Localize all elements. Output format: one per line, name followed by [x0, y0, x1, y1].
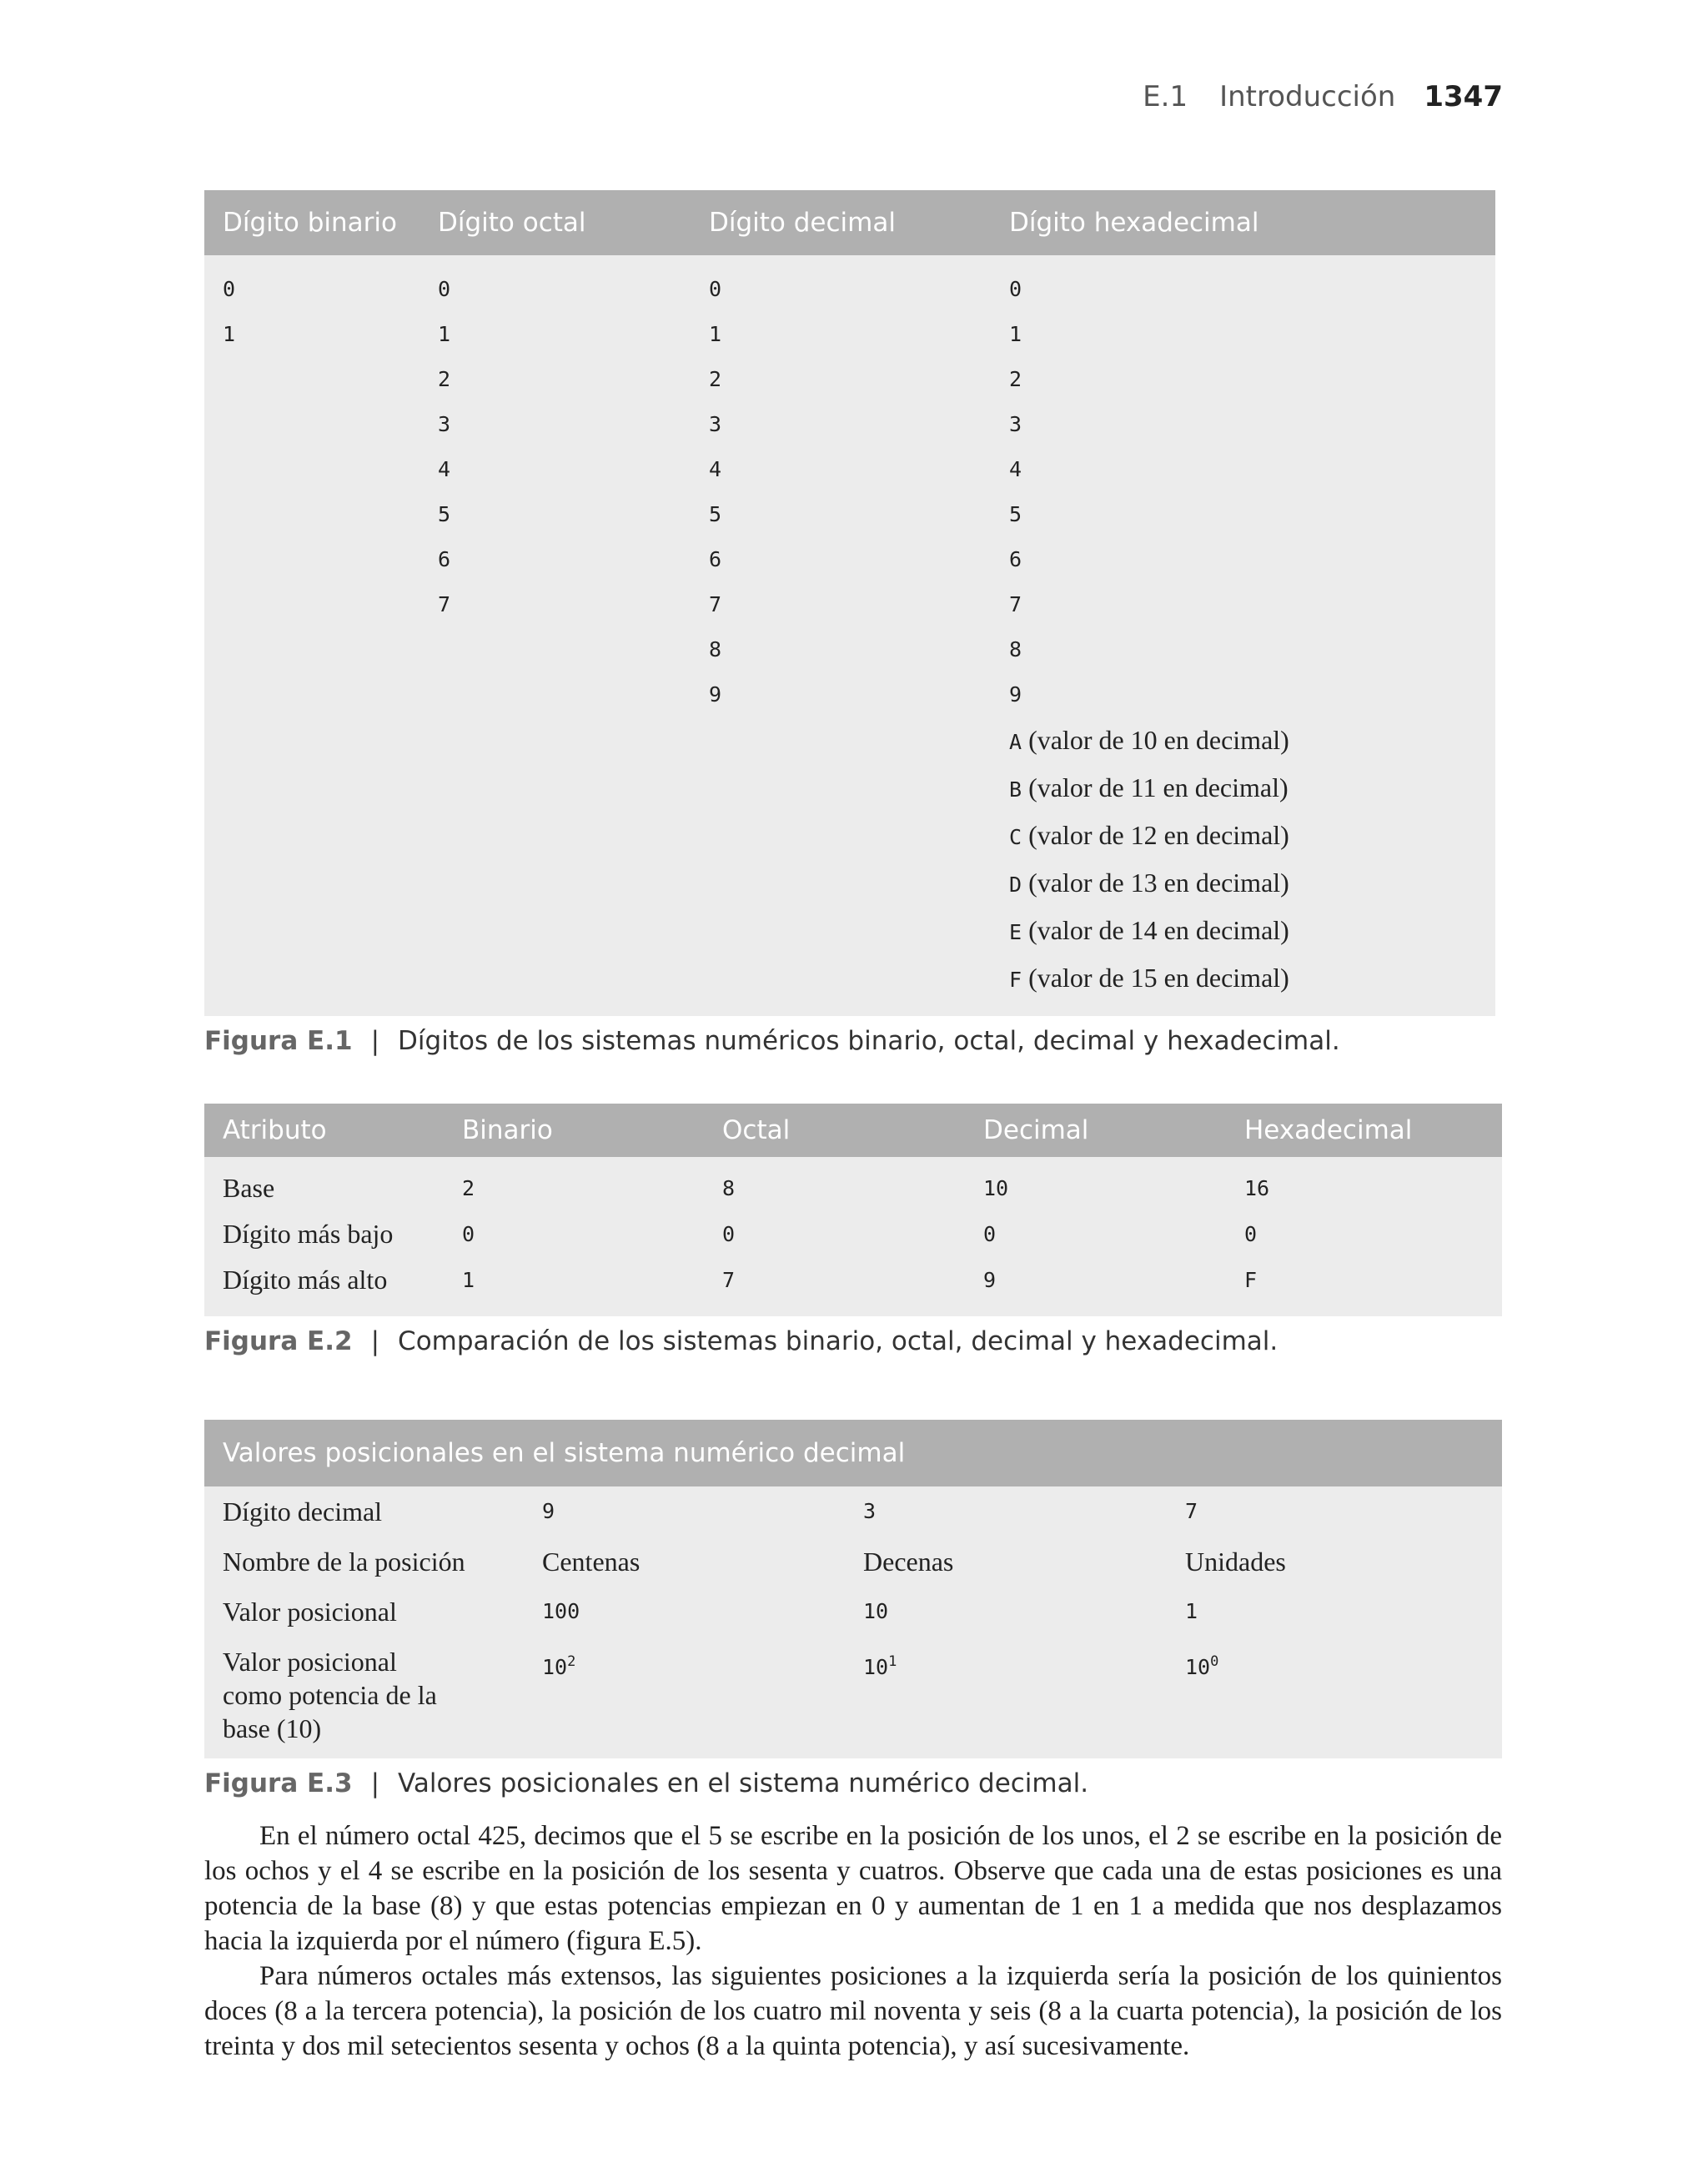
table-row: [204, 860, 1495, 908]
table-row: [204, 357, 1495, 402]
col-decimal-header: Dígito decimal: [691, 190, 991, 255]
table-row: [204, 447, 1495, 492]
row-label: Dígito decimal: [204, 1486, 524, 1537]
hex-decimal-note: (valor de 12 en decimal): [1022, 820, 1289, 850]
decimal-cell: [691, 717, 991, 765]
attribute-label: Base: [204, 1157, 444, 1211]
value-cell: 0: [704, 1211, 965, 1257]
value-cell: 0: [1226, 1211, 1502, 1257]
decimal-cell: 3: [691, 402, 991, 447]
decimal-cell: [691, 765, 991, 812]
figure-caption: [204, 1768, 1502, 1798]
row-label: Valor posicional: [204, 1587, 524, 1637]
row-label: Nombre de la posición: [204, 1537, 524, 1587]
octal-cell: 1: [419, 312, 691, 357]
value-cell: 16: [1226, 1157, 1502, 1211]
hex-cell: 5: [991, 492, 1495, 537]
hex-digit: F: [1009, 968, 1022, 992]
value-cell: 3: [845, 1486, 1167, 1537]
decimal-cell: 8: [691, 627, 991, 672]
table-row: [204, 1587, 1502, 1637]
power-exponent: 0: [1210, 1653, 1219, 1670]
paragraph: En el número octal 425, decimos que el 5 se escribe en la posición de los unos, el 2 se escribe en la posición de los ochos y el 4 se escribe en la posición de los sesenta y cuatros. Observe que cada una de estas posiciones es una potencia de la base (8) y que estas potencias empiezan en 0 y aumentan de 1 en 1 a medida que nos desplazamos hacia la izquierda por el número (figura E.5).: [204, 1821, 1502, 1956]
octal-cell: [419, 860, 691, 908]
hex-cell: [991, 955, 1495, 1016]
decimal-cell: 5: [691, 492, 991, 537]
hex-decimal-note: (valor de 15 en decimal): [1022, 963, 1289, 993]
caption-text: Comparación de los sistemas binario, octal, decimal y hexadecimal.: [398, 1326, 1278, 1356]
table-row: [204, 1637, 1502, 1758]
octal-cell: [419, 908, 691, 955]
value-cell: F: [1226, 1257, 1502, 1316]
binary-cell: [204, 402, 419, 447]
binary-cell: [204, 908, 419, 955]
binary-cell: [204, 955, 419, 1016]
table-header-row: [204, 1420, 1502, 1486]
power-base: 10: [863, 1655, 889, 1679]
octal-cell: [419, 955, 691, 1016]
digits-table: [204, 190, 1495, 1016]
table-row: [204, 1157, 1502, 1211]
figure-caption: [204, 1326, 1502, 1356]
binary-cell: [204, 357, 419, 402]
hex-cell: 8: [991, 627, 1495, 672]
value-cell: 2: [444, 1157, 704, 1211]
col-binary-header: Dígito binario: [204, 190, 419, 255]
hex-cell: 9: [991, 672, 1495, 717]
table-row: [204, 255, 1495, 312]
binary-cell: [204, 812, 419, 860]
decimal-cell: 0: [691, 255, 991, 312]
hex-cell: 2: [991, 357, 1495, 402]
table-header-row: [204, 1104, 1502, 1157]
hex-cell: 1: [991, 312, 1495, 357]
table-header-row: [204, 190, 1495, 255]
table-row: [204, 1211, 1502, 1257]
col-hex-header: Dígito hexadecimal: [991, 190, 1495, 255]
table-row: [204, 908, 1495, 955]
caption-label: Figura E.3: [204, 1768, 353, 1798]
hex-cell: 3: [991, 402, 1495, 447]
running-header: [1143, 80, 1503, 113]
decimal-cell: 9: [691, 672, 991, 717]
value-cell: 9: [524, 1486, 845, 1537]
octal-cell: 3: [419, 402, 691, 447]
value-cell: 7: [1167, 1486, 1502, 1537]
hex-cell: 6: [991, 537, 1495, 582]
table-row: [204, 627, 1495, 672]
table-row: [204, 492, 1495, 537]
binary-cell: [204, 717, 419, 765]
figure-caption: [204, 1026, 1495, 1056]
col-decimal-header: Decimal: [965, 1104, 1226, 1157]
table-row: [204, 765, 1495, 812]
binary-cell: 1: [204, 312, 419, 357]
octal-cell: 0: [419, 255, 691, 312]
decimal-cell: [691, 908, 991, 955]
hex-cell: [991, 860, 1495, 908]
positional-values-table: [204, 1420, 1502, 1758]
hex-digit: A: [1009, 730, 1022, 754]
binary-cell: [204, 765, 419, 812]
col-binary-header: Binario: [444, 1104, 704, 1157]
attribute-label: Dígito más alto: [204, 1257, 444, 1316]
octal-cell: 7: [419, 582, 691, 627]
hex-digit: D: [1009, 873, 1022, 897]
table-row: [204, 537, 1495, 582]
octal-cell: [419, 765, 691, 812]
value-cell: 100: [524, 1587, 845, 1637]
comparison-table: [204, 1104, 1502, 1316]
hex-cell: 4: [991, 447, 1495, 492]
decimal-cell: [691, 860, 991, 908]
caption-text: Valores posicionales en el sistema numérico decimal.: [398, 1768, 1089, 1798]
binary-cell: [204, 447, 419, 492]
caption-divider: |: [370, 1026, 380, 1056]
row-label: Valor posicional como potencia de la base (10): [204, 1637, 524, 1758]
table-row: [204, 955, 1495, 1016]
hex-cell: [991, 812, 1495, 860]
value-cell: 8: [704, 1157, 965, 1211]
hex-decimal-note: (valor de 11 en decimal): [1022, 772, 1289, 802]
hex-cell: [991, 717, 1495, 765]
col-hex-header: Hexadecimal: [1226, 1104, 1502, 1157]
decimal-cell: [691, 812, 991, 860]
table-row: [204, 812, 1495, 860]
hex-decimal-note: (valor de 14 en decimal): [1022, 915, 1289, 945]
power-exponent: 2: [567, 1653, 576, 1670]
caption-divider: |: [370, 1768, 380, 1798]
value-cell: 1: [444, 1257, 704, 1316]
binary-cell: [204, 537, 419, 582]
octal-cell: [419, 627, 691, 672]
decimal-cell: [691, 955, 991, 1016]
figure-e1: [204, 190, 1495, 1056]
hex-cell: 0: [991, 255, 1495, 312]
power-base: 10: [1185, 1655, 1211, 1679]
figure-e2: [204, 1104, 1502, 1356]
value-cell: Unidades: [1167, 1537, 1502, 1587]
caption-divider: |: [370, 1326, 380, 1356]
table-row: [204, 717, 1495, 765]
table-row: [204, 1486, 1502, 1537]
value-cell: 0: [444, 1211, 704, 1257]
decimal-cell: 6: [691, 537, 991, 582]
power-cell: [1167, 1637, 1502, 1758]
power-exponent: 1: [888, 1653, 897, 1670]
value-cell: 10: [845, 1587, 1167, 1637]
binary-cell: [204, 672, 419, 717]
octal-cell: 5: [419, 492, 691, 537]
power-base: 10: [542, 1655, 568, 1679]
hex-cell: 7: [991, 582, 1495, 627]
body-text: [204, 1818, 1502, 2064]
value-cell: Centenas: [524, 1537, 845, 1587]
binary-cell: [204, 627, 419, 672]
table-row: [204, 312, 1495, 357]
power-cell: [845, 1637, 1167, 1758]
value-cell: 0: [965, 1211, 1226, 1257]
hex-decimal-note: (valor de 10 en decimal): [1022, 725, 1289, 755]
table-row: [204, 402, 1495, 447]
decimal-cell: 2: [691, 357, 991, 402]
octal-cell: [419, 812, 691, 860]
hex-decimal-note: (valor de 13 en decimal): [1022, 868, 1289, 898]
table-row: [204, 1537, 1502, 1587]
section-number: E.1: [1143, 80, 1188, 113]
octal-cell: [419, 717, 691, 765]
page-number: 1347: [1424, 80, 1503, 113]
caption-text: Dígitos de los sistemas numéricos binario, octal, decimal y hexadecimal.: [398, 1026, 1340, 1056]
table-row: [204, 672, 1495, 717]
hex-cell: [991, 908, 1495, 955]
value-cell: 10: [965, 1157, 1226, 1211]
octal-cell: [419, 672, 691, 717]
section-title: Introducción: [1219, 80, 1396, 113]
figure-e3: [204, 1420, 1502, 1798]
hex-digit: E: [1009, 920, 1022, 944]
col-attribute-header: Atributo: [204, 1104, 444, 1157]
decimal-cell: 1: [691, 312, 991, 357]
octal-cell: 6: [419, 537, 691, 582]
hex-digit: C: [1009, 825, 1022, 849]
table-row: [204, 582, 1495, 627]
decimal-cell: 4: [691, 447, 991, 492]
paragraph: Para números octales más extensos, las siguientes posiciones a la izquierda sería la posición de los quinientos doces (8 a la tercera potencia), la posición de los cuatro mil noventa y seis (8 a la cuarta potencia), la posición de los treinta y dos mil setecientos sesenta y ochos (8 a la quinta potencia), y así sucesivamente.: [204, 1961, 1502, 2061]
caption-label: Figura E.1: [204, 1026, 353, 1056]
value-cell: Decenas: [845, 1537, 1167, 1587]
value-cell: 1: [1167, 1587, 1502, 1637]
binary-cell: [204, 860, 419, 908]
col-octal-header: Octal: [704, 1104, 965, 1157]
table-row: [204, 1257, 1502, 1316]
table-title: Valores posicionales en el sistema numérico decimal: [204, 1420, 1502, 1486]
value-cell: 7: [704, 1257, 965, 1316]
col-octal-header: Dígito octal: [419, 190, 691, 255]
hex-digit: B: [1009, 777, 1022, 802]
caption-label: Figura E.2: [204, 1326, 353, 1356]
binary-cell: [204, 492, 419, 537]
decimal-cell: 7: [691, 582, 991, 627]
binary-cell: 0: [204, 255, 419, 312]
octal-cell: 2: [419, 357, 691, 402]
hex-cell: [991, 765, 1495, 812]
binary-cell: [204, 582, 419, 627]
value-cell: 9: [965, 1257, 1226, 1316]
octal-cell: 4: [419, 447, 691, 492]
attribute-label: Dígito más bajo: [204, 1211, 444, 1257]
power-cell: [524, 1637, 845, 1758]
